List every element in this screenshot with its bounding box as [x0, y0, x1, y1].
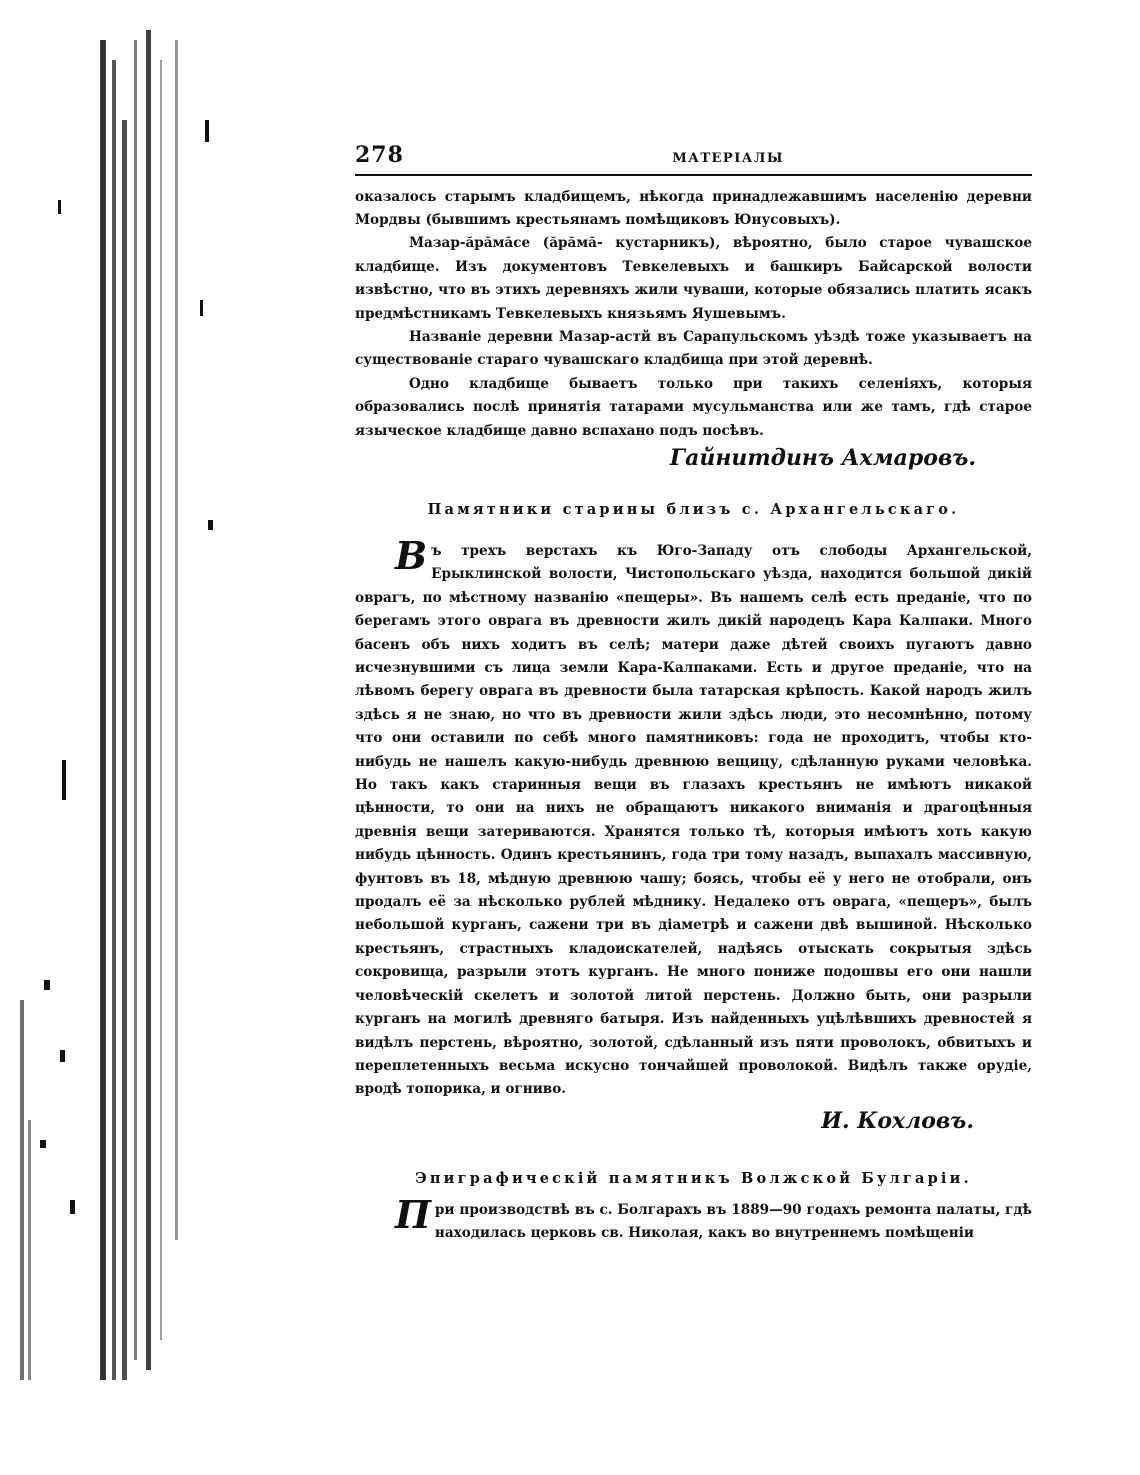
article2-signature: И. Кохловъ. [821, 1107, 974, 1134]
article3-body [355, 1191, 1032, 1246]
book-page [355, 142, 1032, 1246]
article1-paragraph-1: оказалось старымъ кладбищемъ, нѣкогда принадлежавшимъ населенію деревни Мордвы (бывшимъ крестьянамъ помѣщиковъ Юнусовыхъ). [355, 188, 1032, 228]
article1-paragraph-2: Мазар-ăрăмăсе (ăрăмă- кустарникъ), вѣроятно, было старое чувашское кладбище. Изъ документовъ Тевкелевыхъ и башкиръ Байсарской волости извѣстно, что въ этихъ деревняхъ жили чуваши, которые обязались платить ясакъ предмѣстникамъ Тевкелевыхъ князьямъ Яушевымъ. [355, 235, 1032, 322]
scan-edge-noise [0, 0, 230, 1475]
article1-signature: Гайнитдинъ Ахмаровъ. [669, 444, 976, 471]
article1-paragraph-4: Одно кладбище бываетъ только при такихъ селеніяхъ, которыя образовались послѣ принятія татарами мусульманства или же тамъ, гдѣ старое языческое кладбище давно вспахано подъ посѣвъ. [355, 375, 1032, 439]
article2-body [355, 532, 1032, 1102]
article3-dropcap: П [395, 1191, 431, 1237]
article3-body-text: ри производствѣ въ с. Болгарахъ въ 1889—90 годахъ ремонта палаты, гдѣ находилась церковь св. Николая, какъ во внутреннемъ помѣщеніи [434, 1201, 1032, 1242]
header-rule [355, 174, 1032, 176]
article2-title: Памятники старины близъ с. Архангельскаго. [427, 500, 960, 518]
article2-body-text: ъ трехъ верстахъ къ Юго-Западу отъ слободы Архангельской, Ерыклинской волости, Чистопольскаго уѣзда, находится большой дикій оврагъ, по мѣстному названію «пещеры». Въ нашемъ селѣ есть преданіе, что по берегамъ этого оврага въ древности жилъ дикій народецъ Кара Калпаки. Много басенъ объ нихъ ходитъ въ селѣ; матери даже дѣтей своихъ пугаютъ давно исчезнувшими съ лица земли Кара-Калпаками. Есть и другое преданіе, что на лѣвомъ берегу оврага въ древности была татарская крѣпость. Какой народъ жилъ здѣсь я не знаю, но что въ древности жили здѣсь люди, это несомнѣнно, потому что они оставили по себѣ много памятниковъ: года не проходитъ, чтобы кто-нибудь не нашелъ какую-нибудь древнюю вещицу, сдѣланную руками человѣка. Но такъ какъ старинныя вещи въ глазахъ крестьянъ не имѣютъ никакой цѣнности, то они на нихъ не обращаютъ никакого вниманія и драгоцѣнныя древнія вещи затериваются. Хранятся только тѣ, которыя имѣютъ хоть какую нибудь цѣнность. Одинъ крестьянинъ, года три тому назадъ, выпахалъ массивную, фунтовъ въ 18, мѣдную древнюю чашу; боясь, чтобы её у него не отобрали, онъ продалъ её за нѣсколько рублей мѣднику. Недалеко отъ оврага, «пещеръ», былъ небольшой курганъ, сажени три въ діаметрѣ и сажени двѣ вышиной. Нѣсколько крестьянъ, страстныхъ кладоискателей, надѣясь отыскать сокрытыя здѣсь сокровища, разрыли этотъ курганъ. Не много пониже подошвы его они нашли человѣческій скелетъ и золотой литой перстень. Должно быть, они разрыли курганъ на могилѣ древняго батыря. Изъ найденныхъ уцѣлѣвшихъ древностей я видѣлъ перстень, вѣроятно, золотой, сдѣланный изъ пяти проволокъ, обвитыхъ и переплетенныхъ весьма искусно тончайшей проволокой. Видѣлъ также орудіе, вродѣ топорика, и огниво. [355, 542, 1032, 1098]
article3-title: Эпиграфическій памятникъ Волжской Булгаріи. [415, 1169, 972, 1187]
page-header [355, 142, 1032, 174]
article1-paragraph-3: Названіе деревни Мазар-астй въ Сарапульскомъ уѣздѣ тоже указываетъ на существованіе стараго чувашскаго кладбища при этой деревнѣ. [355, 328, 1032, 369]
page-number: 278 [355, 142, 404, 168]
running-head: МАТЕРІАЛЫ [672, 151, 784, 166]
article2-dropcap: В [395, 532, 428, 578]
